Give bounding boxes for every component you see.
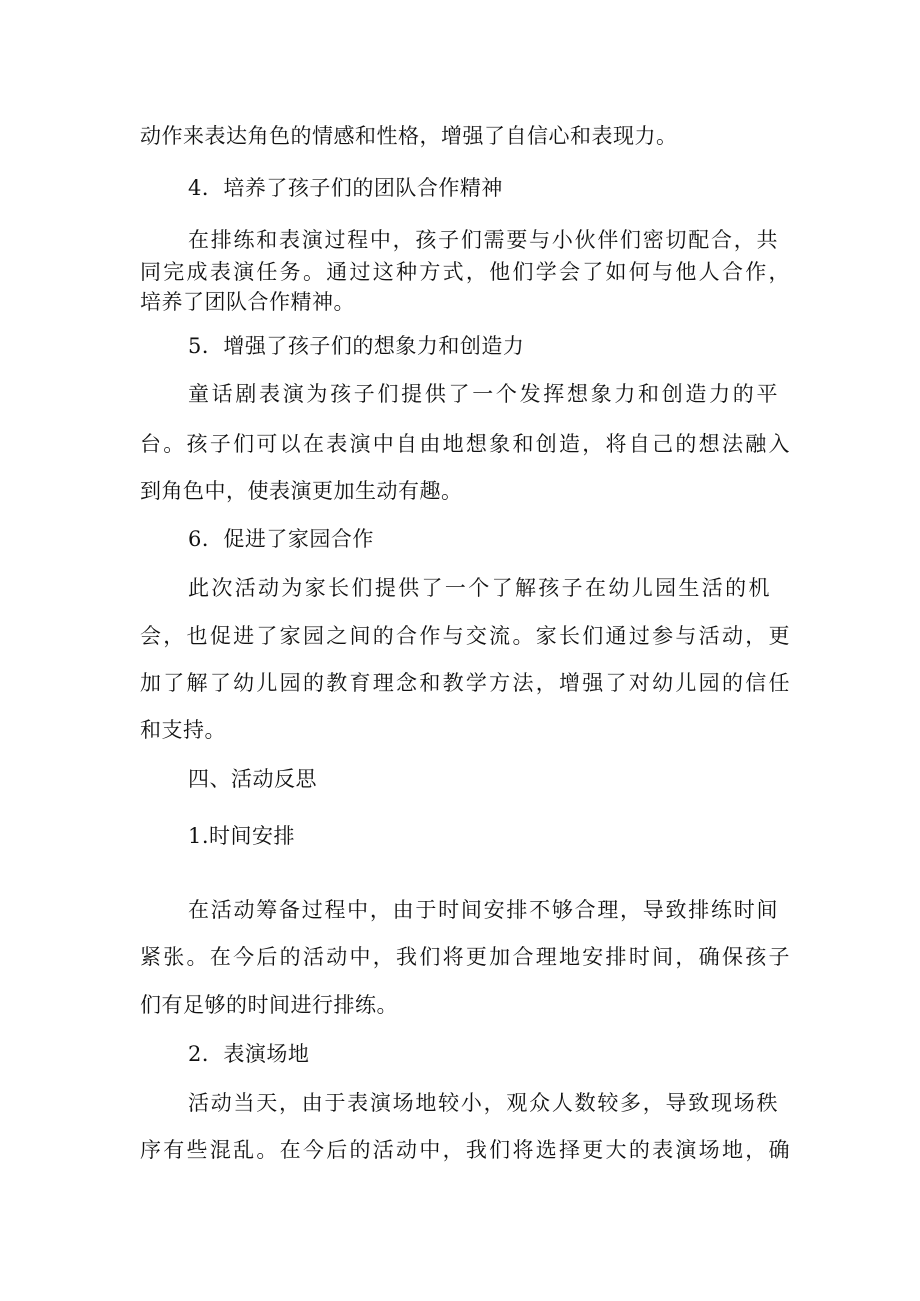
heading-home-school: 6．促进了家园合作: [188, 527, 374, 551]
heading-venue: 2．表演场地: [188, 1042, 310, 1066]
paragraph-line: 同完成表演任务。通过这种方式，他们学会了如何与他人合作，: [140, 260, 790, 284]
heading-imagination: 5．增强了孩子们的想象力和创造力: [188, 334, 525, 358]
paragraph-line: 在排练和表演过程中，孩子们需要与小伙伴们密切配合，共: [188, 228, 778, 252]
section-title-reflection: 四、活动反思: [188, 767, 317, 791]
paragraph-line: 序有些混乱。在今后的活动中，我们将选择更大的表演场地，确: [140, 1138, 790, 1162]
paragraph-line: 在活动筹备过程中，由于时间安排不够合理，导致排练时间: [188, 898, 778, 922]
paragraph-line: 此次活动为家长们提供了一个了解孩子在幼儿园生活的机: [188, 576, 770, 600]
heading-time-arrangement: 1.时间安排: [188, 824, 296, 848]
paragraph-line: 童话剧表演为孩子们提供了一个发挥想象力和创造力的平: [188, 382, 778, 406]
paragraph-line: 和支持。: [140, 718, 226, 742]
paragraph-line: 紧张。在今后的活动中，我们将更加合理地安排时间，确保孩子: [140, 945, 790, 969]
heading-team-spirit: 4．培养了孩子们的团队合作精神: [188, 176, 503, 200]
paragraph-line: 台。孩子们可以在表演中自由地想象和创造，将自己的想法融入: [140, 432, 790, 456]
paragraph-line: 们有足够的时间进行排练。: [140, 993, 398, 1017]
paragraph-line: 动作来表达角色的情感和性格，增强了自信心和表现力。: [140, 124, 678, 148]
paragraph-line: 加了解了幼儿园的教育理念和教学方法，增强了对幼儿园的信任: [140, 671, 790, 695]
paragraph-line: 培养了团队合作精神。: [140, 290, 355, 314]
paragraph-line: 会，也促进了家园之间的合作与交流。家长们通过参与活动，更: [140, 624, 790, 648]
paragraph-line: 活动当天，由于表演场地较小，观众人数较多，导致现场秩: [188, 1091, 778, 1115]
paragraph-line: 到角色中，使表演更加生动有趣。: [140, 479, 463, 503]
